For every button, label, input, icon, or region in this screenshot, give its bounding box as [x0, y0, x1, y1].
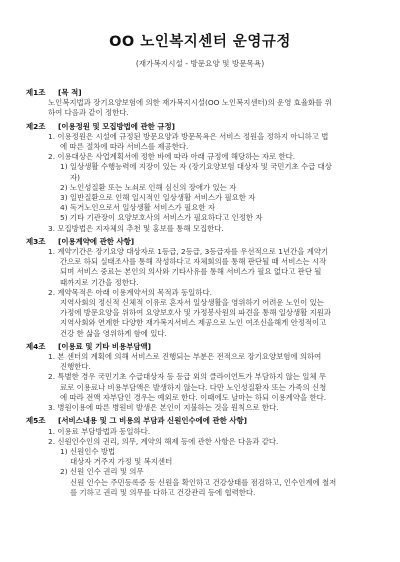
- article-line: 료로 이용료나 비용부담액은 발생하지 않는다. 다만 노인성질환자 또는 가족의 신청: [60, 382, 327, 392]
- article-line: 2) 신원 인수 권리 및 의무: [60, 467, 144, 477]
- article-number: 제3조: [26, 236, 46, 246]
- article-line: 4) 독거노인으로서 일상생활 서비스가 필요한 자: [60, 203, 215, 213]
- article-heading: [26, 122, 382, 132]
- article-number: 제4조: [26, 341, 46, 351]
- article-title: [서비스내용 및 그 비용의 부담과 신원인수에에 관한 사항]: [58, 416, 247, 426]
- article-line: 5) 기타 기관장이 요양보호사의 서비스가 필요하다고 인정한 자: [60, 213, 263, 223]
- article-section: [26, 342, 382, 413]
- article-line: 를 기하고 권리 및 의무를 다하고 건강관리 등에 협력한다.: [70, 487, 256, 497]
- article-line: 2) 노인성질환 또는 노쇠로 인해 심신의 장애가 있는 자: [60, 182, 237, 192]
- article-section: [26, 88, 382, 119]
- article-line: 1. 이용료 부담방법과 동일하다.: [48, 426, 151, 436]
- article-line: 1) 신원인수 방법: [60, 446, 116, 456]
- article-line: 하여 다음과 같이 정한다.: [48, 108, 129, 118]
- article-line: 1) 일상생활 수행능력에 지장이 있는 자 (장기요양보험 대상자 및 국민기초 수급 대상: [60, 162, 332, 172]
- article-line: 1. 이용정원은 시설에 규정된 방문요양과 방문목욕은 서비스 정원을 정하지 아니하고 법: [48, 131, 329, 141]
- article-line: 에 따라 전액 자부담인 경우는 예외로 한다. 이때에도 날마는 하되 이용계약을 한다.: [60, 392, 327, 402]
- document-body: [26, 88, 382, 501]
- article-line: 2. 신원인수인의 권리, 의무, 계약의 해제 등에 관한 사항은 다음과 같다.: [48, 436, 279, 446]
- article-line: 노인복지법과 장기요양보험에 의한 재가복지시설(OO 노인복지센터)의 운영 효율화를 위: [48, 98, 332, 108]
- article-line: 에 따른 절차에 따라 서비스를 제공한다.: [60, 142, 189, 152]
- article-line: 3. 병원이용에 따른 병원비 발생은 본인이 지불하는 것을 원칙으로 한다.: [48, 403, 279, 413]
- article-title: [이용계약에 관한 사항]: [58, 236, 135, 246]
- article-line: 진행한다.: [60, 362, 91, 372]
- article-title: [이용정원 및 모집방법에 관한 규정]: [58, 121, 175, 131]
- document-title: OO 노인복지센터 운영규정: [109, 34, 291, 50]
- article-number: 제5조: [26, 416, 46, 426]
- article-line: 자): [70, 172, 81, 182]
- article-line: 신원 인수는 주민등록증 등 신원을 확인하고 건강상태를 점검하고, 인수인계에 철저: [70, 477, 337, 487]
- article-line: 대상자 거주지 가정 및 복지센터: [70, 457, 173, 467]
- article-line: 2. 특별한 경우 국민기초 수급대상자 등 등급 외의 클라이언트가 부담하지 않는 일체 무: [48, 372, 326, 382]
- article-heading: [26, 342, 382, 352]
- article-line: 3) 일반질환으로 인해 일시적인 일상생활 서비스가 필요한 자: [60, 193, 256, 203]
- article-line: 3. 모집방법은 지자체의 추천 및 홍보를 통해 모집한다.: [48, 223, 224, 233]
- article-line: 지역사회와 연계한 다양한 재가복지서비스 제공으로 노인 여조신을해게 안정적이고: [60, 318, 327, 328]
- article-line: 되며 서비스 중료는 본인의 의사와 기타사유를 통해 서비스가 필요 없다고 판단 될: [60, 267, 322, 277]
- article-line: 2. 이용대상은 사업계획서에 정한 바에 따라 아래 규정에 해당하는 자로 한다.: [48, 152, 296, 162]
- article-heading: [26, 416, 382, 426]
- article-number: 제1조: [26, 88, 46, 97]
- article-heading: [26, 88, 382, 98]
- article-line: 1. 계약기간은 장기요양 대상자로 1등급, 2등급, 3등급자를 우선적으로 1년간을 계약기: [48, 247, 329, 257]
- article-line: 1. 본 센터의 계획에 의해 서비스로 진행되는 부분은 전적으로 장기요양보험에 의하여: [48, 352, 322, 362]
- article-title: [목 적]: [58, 88, 82, 97]
- article-title: [이용료 및 기타 비용부담액]: [58, 341, 152, 351]
- article-section: [26, 237, 382, 339]
- article-number: 제2조: [26, 121, 46, 131]
- article-line: 건강 한 삶을 영위하게 함에 있다.: [60, 328, 167, 338]
- article-line: 때까지로 기간을 정한다.: [60, 277, 139, 287]
- article-line: 지역사회의 정신적 신체적 이유로 혼자서 일상생활을 영위하기 어려운 노인이 있는: [60, 298, 324, 308]
- article-section: [26, 416, 382, 498]
- article-line: 2. 계약목적은 아래 이용계약서의 목적과 동일하다.: [48, 287, 212, 297]
- article-line: 가정에 방문요양을 위하여 요양보호사 및 가정봉사원의 파견을 통해 일상생활 지원과: [60, 308, 332, 318]
- article-heading: [26, 237, 382, 247]
- document-subtitle: (재가복지시설 - 방문요양 및 방문목욕): [135, 59, 265, 68]
- article-line: 간으로 하되 실태조사를 통해 작성하다고 자체회의를 통해 판단될 때 서비스는 시작: [60, 257, 327, 267]
- article-section: [26, 122, 382, 234]
